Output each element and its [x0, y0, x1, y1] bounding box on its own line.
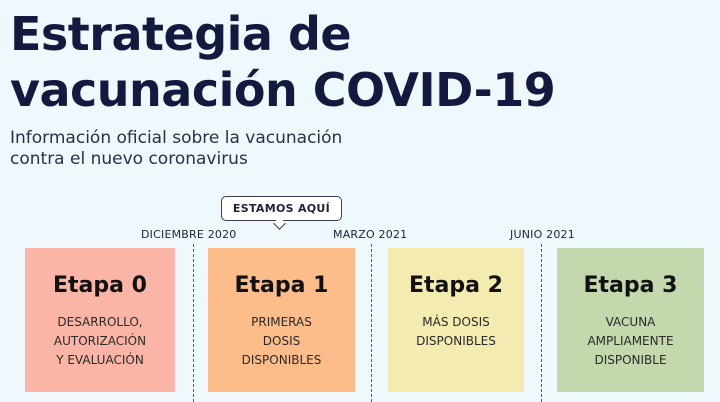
stage-title: Etapa 2 [409, 273, 503, 298]
stage-desc-line: DISPONIBLES [241, 353, 322, 367]
subtitle-line-2: contra el nuevo coronavirus [10, 149, 248, 169]
subtitle-line-1: Información oficial sobre la vacunación [10, 128, 343, 148]
stage-desc-line: PRIMERAS [251, 315, 312, 329]
timeline-divider [541, 244, 542, 402]
stage-desc-line: AMPLIAMENTE [587, 334, 674, 348]
timeline-divider [193, 244, 194, 402]
stage-card-3 [557, 248, 704, 392]
stage-title: Etapa 0 [53, 273, 147, 298]
title-line-2: vacunación COVID-19 [10, 63, 556, 117]
stage-desc-line: VACUNA [605, 315, 656, 329]
date-label-dec-2020: DICIEMBRE 2020 [141, 228, 237, 241]
timeline-divider [371, 244, 372, 402]
stage-description [557, 313, 704, 370]
stage-card-2 [388, 248, 524, 392]
date-label-jun-2021: JUNIO 2021 [510, 228, 575, 241]
title-line-1: Estrategia de [10, 7, 352, 61]
stage-title: Etapa 3 [583, 273, 678, 298]
page-subtitle [10, 128, 610, 170]
stage-desc-line: MÁS DOSIS [422, 315, 490, 329]
stage-description [208, 313, 355, 370]
stage-card-1 [208, 248, 355, 392]
stage-desc-line: DISPONIBLE [594, 353, 667, 367]
stage-card-0 [25, 248, 175, 392]
stage-desc-line: AUTORIZACIÓN [53, 334, 147, 348]
stage-desc-line: DESARROLLO, [57, 315, 143, 329]
stage-desc-line: DOSIS [262, 334, 301, 348]
stage-desc-line: DISPONIBLES [416, 334, 496, 348]
stage-description [25, 313, 175, 370]
stage-desc-line: Y EVALUACIÓN [56, 353, 144, 367]
stage-title: Etapa 1 [234, 273, 329, 298]
current-stage-callout: ESTAMOS AQUÍ [221, 196, 342, 221]
date-label-mar-2021: MARZO 2021 [333, 228, 408, 241]
page-title [10, 6, 710, 118]
stage-description [388, 313, 524, 351]
